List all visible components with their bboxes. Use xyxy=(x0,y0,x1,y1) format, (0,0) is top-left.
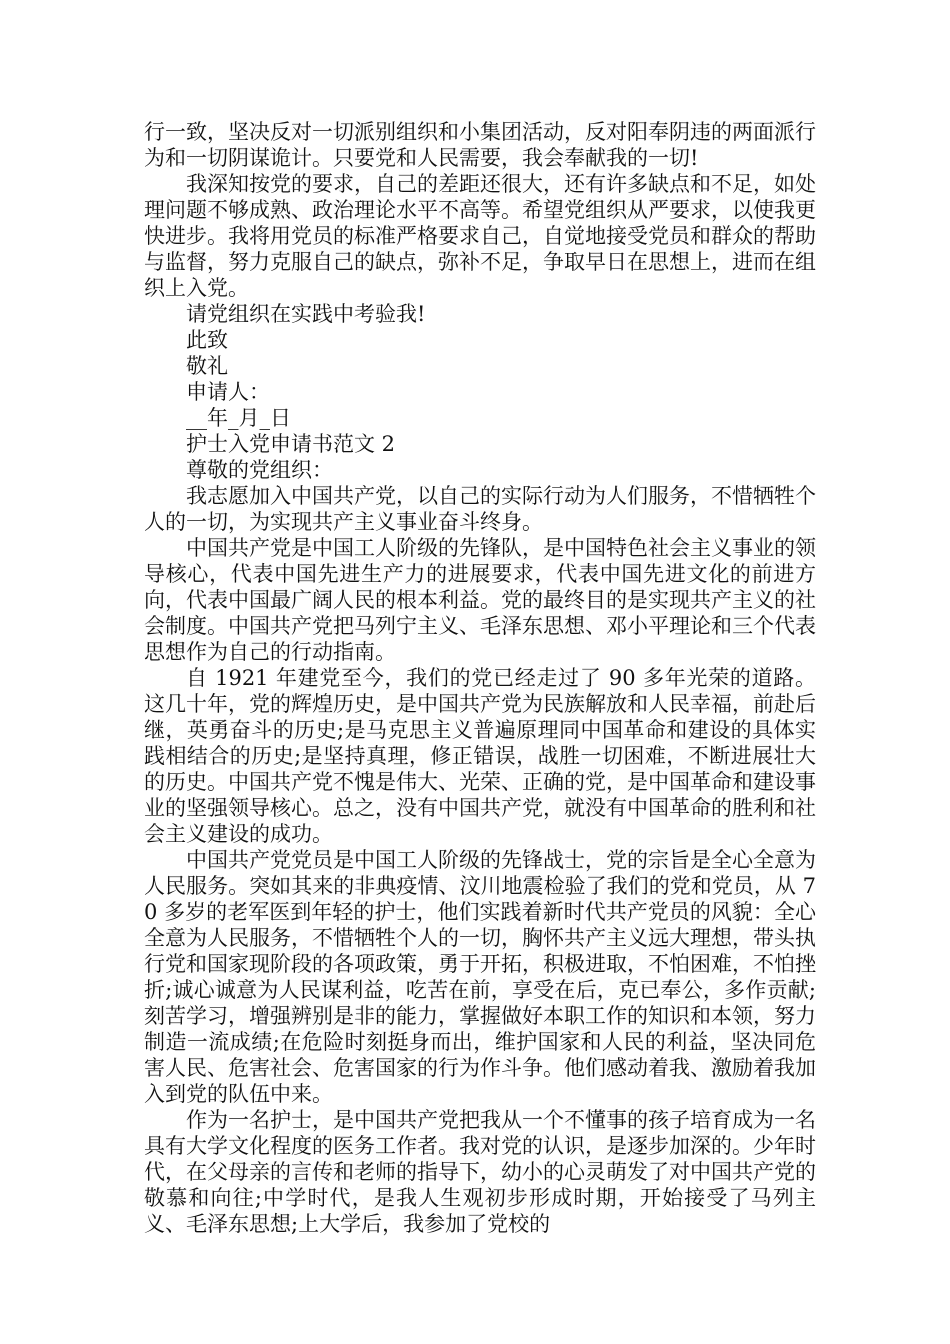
salutation: 尊敬的党组织： xyxy=(186,458,333,482)
request-line: 请党组织在实践中考验我! xyxy=(186,302,426,326)
applicant-label: 申请人： xyxy=(186,380,270,404)
date-line: __年_月_日 xyxy=(186,406,291,430)
closing-cizhi: 此致 xyxy=(186,328,228,352)
paragraph-members: 中国共产党党员是中国工人阶级的先锋战士，党的宗旨是全心全意为人民服务。突如其来的非典疫情、汶川地震检验了我们的党和党员，从 70 多岁的老军医到年轻的护士，他们实践着新时代共产党员的风貌：全心全意为人民服务，不惜牺牲个人的一切，胸怀共产主义远大理想，带头执行党和国家现阶段的各项政策，勇于开拓，积极进取，不怕困难，不怕挫折;诚心诚意为人民谋利益，吃苦在前，享受在后，克已奉公，多作贡献;刻苦学习，增强辨别是非的能力，掌握做好本职工作的知识和本领，努力制造一流成绩;在危险时刻挺身而出，维护国家和人民的利益，坚决同危害人民、危害社会、危害国家的行为作斗争。他们感动着我、激励着我加入到党的队伍中来。 xyxy=(144,848,816,1106)
closing-jingli: 敬礼 xyxy=(186,354,228,378)
section-title: 护士入党申请书范文 2 xyxy=(186,432,396,456)
document-page xyxy=(144,119,816,1237)
paragraph-continuation: 行一致，坚决反对一切派别组织和小集团活动，反对阳奉阴违的两面派行为和一切阴谋诡计。只要党和人民需要，我会奉献我的一切! xyxy=(144,120,816,170)
paragraph-intent: 我志愿加入中国共产党，以自己的实际行动为人们服务，不惜牺牲个人的一切，为实现共产主义事业奋斗终身。 xyxy=(144,484,816,534)
paragraph-self-assessment: 我深知按党的要求，自己的差距还很大，还有许多缺点和不足，如处理问题不够成熟、政治理论水平不高等。希望党组织从严要求，以使我更快进步。我将用党员的标准严格要求自己，自觉地接受党员和群众的帮助与监督，努力克服自己的缺点，弥补不足，争取早日在思想上，进而在组织上入党。 xyxy=(144,172,816,300)
paragraph-party-nature: 中国共产党是中国工人阶级的先锋队，是中国特色社会主义事业的领导核心，代表中国先进生产力的进展要求，代表中国先进文化的前进方向，代表中国最广阔人民的根本利益。党的最终目的是实现共产主义的社会制度。中国共产党把马列宁主义、毛泽东思想、邓小平理论和三个代表思想作为自己的行动指南。 xyxy=(144,536,816,664)
paragraph-nurse: 作为一名护士，是中国共产党把我从一个不懂事的孩子培育成为一名具有大学文化程度的医务工作者。我对党的认识，是逐步加深的。少年时代，在父母亲的言传和老师的指导下，幼小的心灵萌发了对中国共产党的敬慕和向往;中学时代，是我人生观初步形成时期，开始接受了马列主义、毛泽东思想;上大学后，我参加了党校的 xyxy=(144,1108,816,1236)
paragraph-history: 自 1921 年建党至今，我们的党已经走过了 90 多年光荣的道路。这几十年，党的辉煌历史，是中国共产党为民族解放和人民幸福，前赴后继，英勇奋斗的历史;是马克思主义普遍原理同中国革命和建设的具体实践相结合的历史;是坚持真理，修正错误，战胜一切困难，不断进展壮大的历史。中国共产党不愧是伟大、光荣、正确的党，是中国革命和建设事业的坚强领导核心。总之，没有中国共产党，就没有中国革命的胜利和社会主义建设的成功。 xyxy=(144,666,816,846)
